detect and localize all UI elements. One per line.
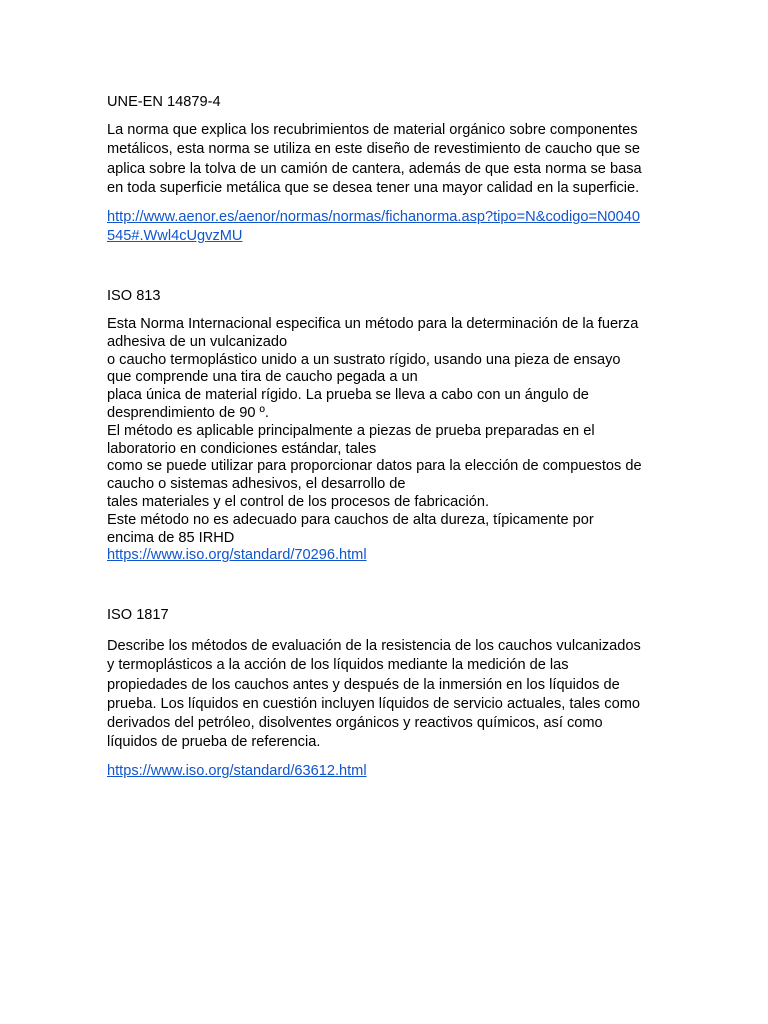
body-line: El método es aplicable principalmente a piezas de prueba preparadas en el [107, 422, 595, 439]
body-line: que comprende una tira de caucho pegada a un [107, 369, 418, 386]
body-line: placa única de material rígido. La prueba se lleva a cabo con un ángulo de [107, 387, 589, 404]
section-title-iso-1817: ISO 1817 [107, 607, 169, 623]
body-line: desprendimiento de 90 º. [107, 404, 269, 421]
section-link-iso-1817 [107, 762, 367, 781]
body-line: adhesiva de un vulcanizado [107, 333, 288, 350]
body-line: Este método no es adecuado para cauchos de alta dureza, típicamente por [107, 511, 594, 528]
aenor-link-line-2[interactable]: 545#.Wwl4cUgvzMU [107, 228, 243, 245]
body-line: derivados del petróleo, disolventes orgánicos y reactivos químicos, así como [107, 715, 603, 732]
body-line: La norma que explica los recubrimientos de material orgánico sobre componentes [107, 122, 638, 138]
section-body-une-en-14879-4 [107, 121, 667, 198]
body-line: propiedades de los cauchos antes y después de la inmersión en los líquidos de [107, 676, 620, 693]
section-body-iso-813 [107, 316, 667, 565]
body-line: y termoplásticos a la acción de los líquidos mediante la medición de las [107, 657, 569, 674]
body-line: como se puede utilizar para proporcionar datos para la elección de compuestos de [107, 458, 642, 475]
body-line: Describe los métodos de evaluación de la resistencia de los cauchos vulcanizados [107, 638, 641, 654]
body-line: o caucho termoplástico unido a un sustrato rígido, usando una pieza de ensayo [107, 351, 621, 368]
aenor-link-line-1[interactable]: http://www.aenor.es/aenor/normas/normas/fichanorma.asp?tipo=N&codigo=N0040 [107, 209, 640, 225]
body-line: Esta Norma Internacional especifica un método para la determinación de la fuerza [107, 316, 639, 332]
section-title-une-en-14879-4: UNE-EN 14879-4 [107, 94, 221, 110]
body-line: en toda superficie metálica que se desea tener una mayor calidad en la superficie. [107, 179, 640, 196]
body-line: metálicos, esta norma se utiliza en este diseño de revestimiento de caucho que se [107, 141, 640, 158]
body-line: laboratorio en condiciones estándar, tales [107, 440, 377, 457]
body-line: tales materiales y el control de los procesos de fabricación. [107, 493, 490, 510]
body-line: encima de 85 IRHD [107, 529, 235, 546]
section-title-iso-813: ISO 813 [107, 288, 161, 304]
body-line: caucho o sistemas adhesivos, el desarrollo de [107, 476, 406, 493]
section-body-iso-1817 [107, 637, 667, 753]
iso-63612-link[interactable]: https://www.iso.org/standard/63612.html [107, 763, 367, 779]
body-line: aplica sobre la tolva de un camión de cantera, además de que esta norma se basa [107, 160, 642, 177]
body-line: prueba. Los líquidos en cuestión incluyen líquidos de servicio actuales, tales como [107, 695, 640, 712]
iso-70296-link[interactable]: https://www.iso.org/standard/70296.html [107, 547, 367, 564]
body-line: líquidos de prueba de referencia. [107, 734, 321, 751]
section-link-une-en-14879-4 [107, 208, 640, 247]
